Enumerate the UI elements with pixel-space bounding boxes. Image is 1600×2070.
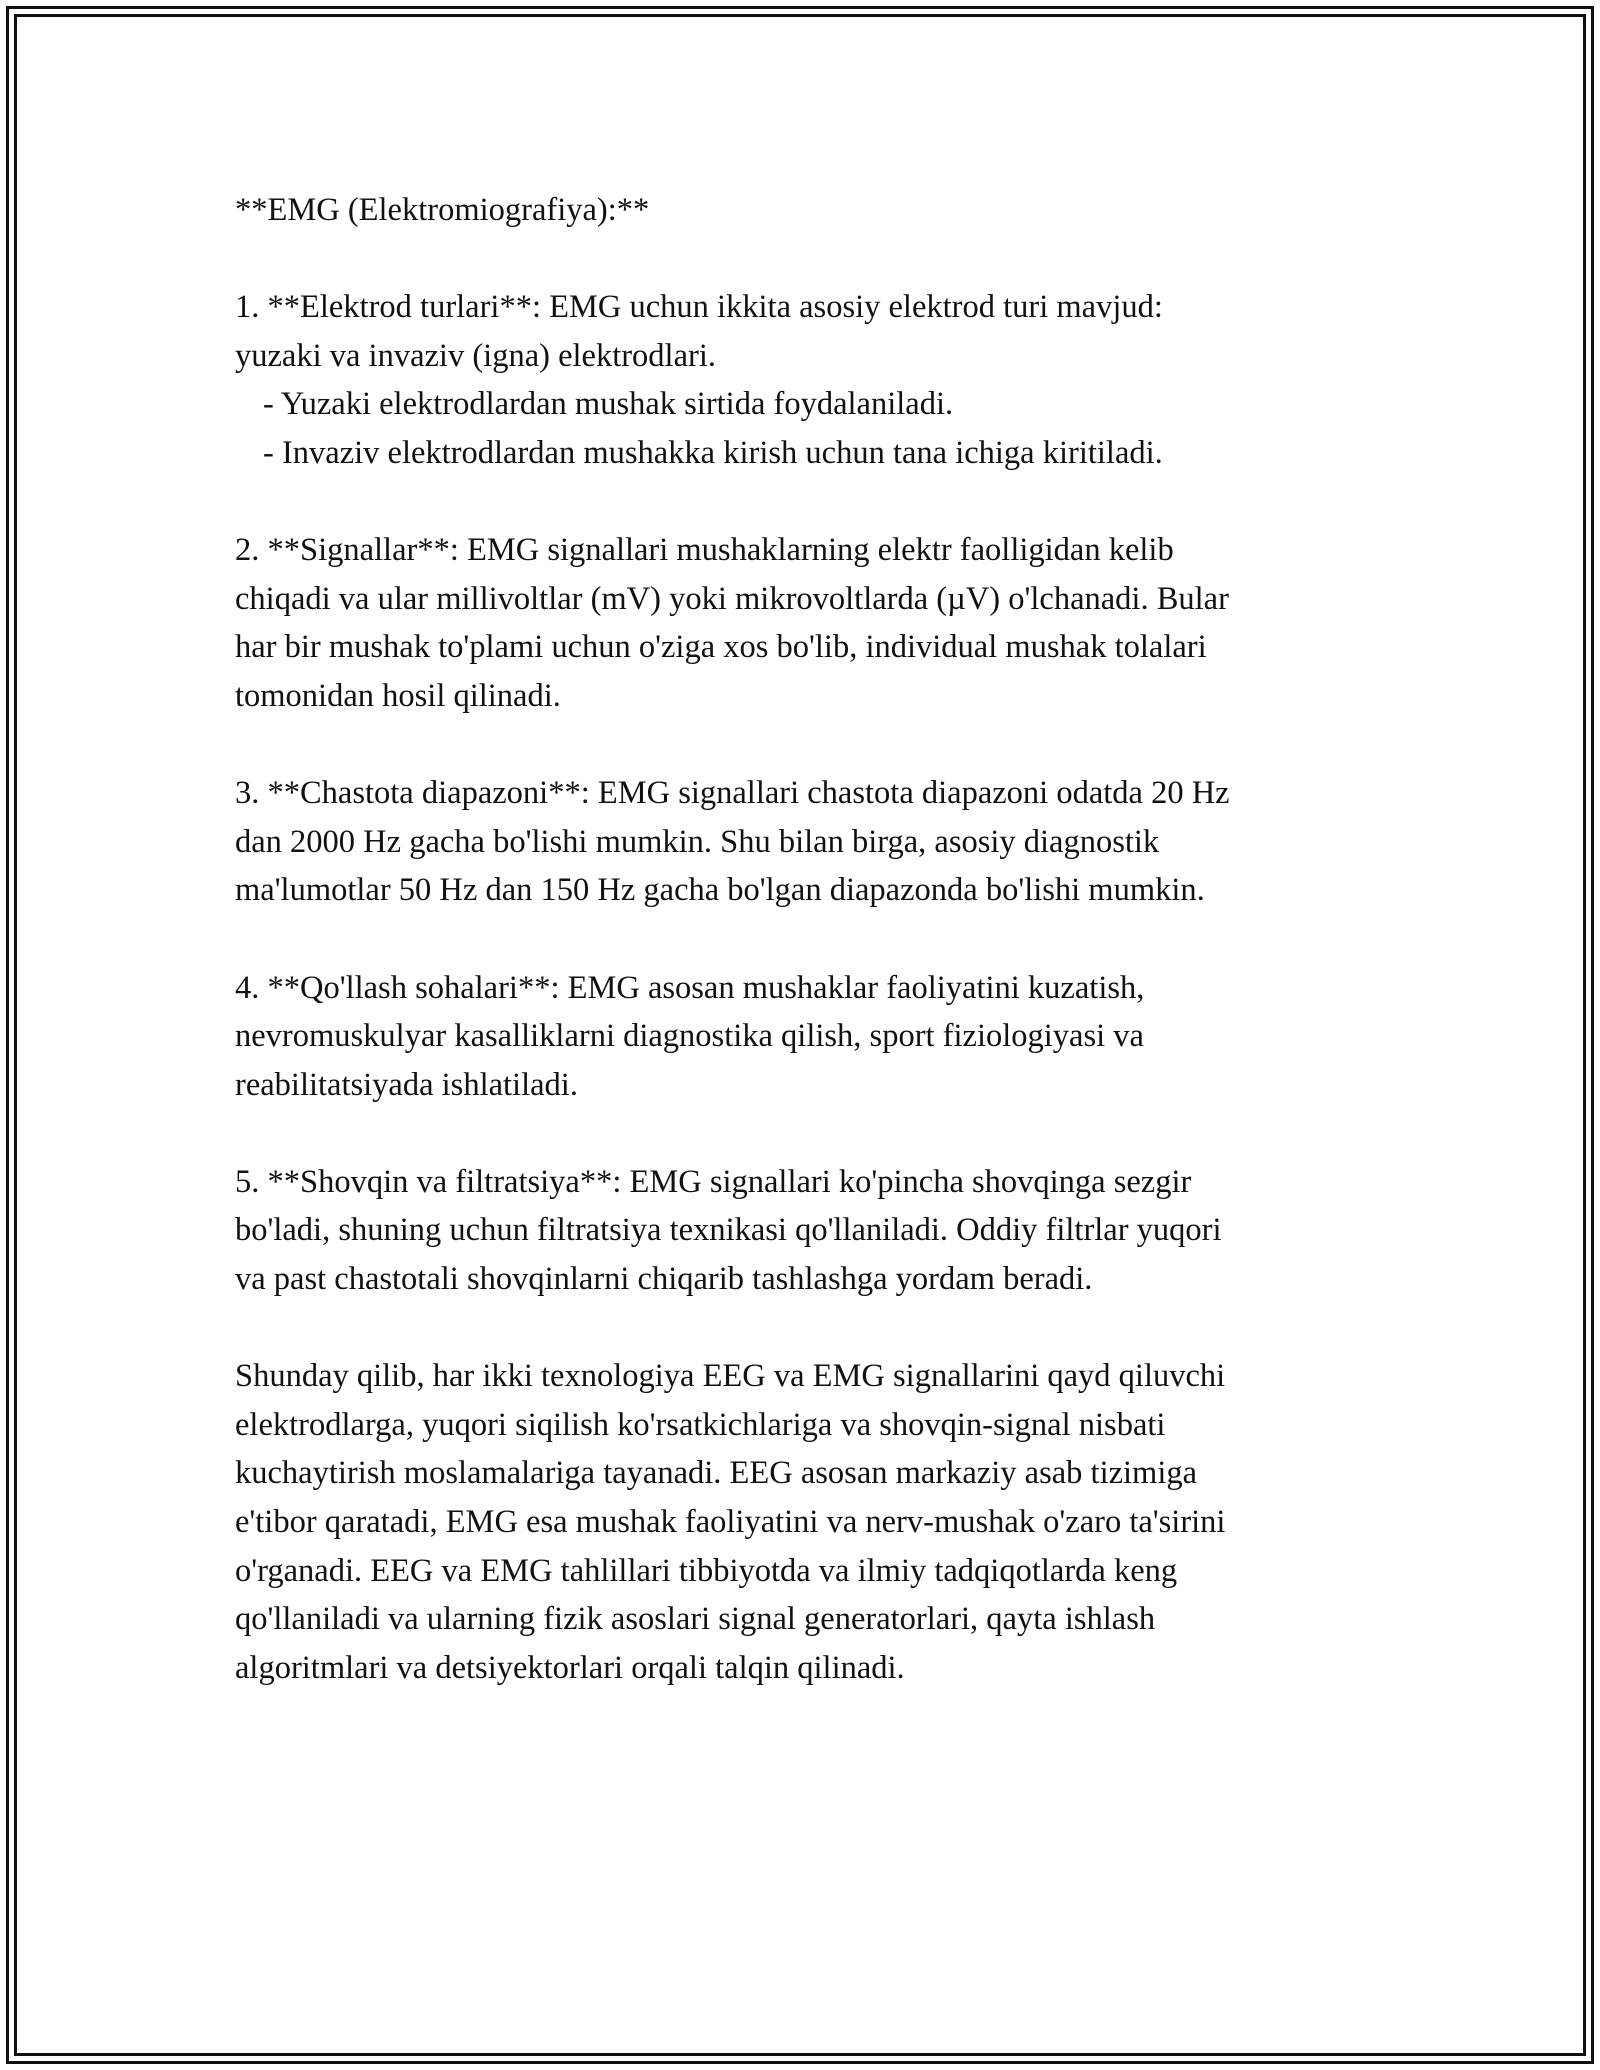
list-item-signals [235, 526, 1375, 720]
list-item-noise-filtering [235, 1158, 1375, 1304]
list-item-electrode-types [235, 283, 1375, 477]
list-item-line: chiqadi va ular millivoltlar (mV) yoki mikrovoltlarda (µV) o'lchanadi. Bular [235, 580, 1229, 617]
list-item-line: reabilitatsiyada ishlatiladi. [235, 1066, 578, 1103]
list-item-line: 3. **Chastota diapazoni**: EMG signallari chastota diapazoni odatda 20 Hz [235, 775, 1230, 812]
paragraph-gap [235, 1109, 1375, 1158]
list-item-line: ma'lumotlar 50 Hz dan 150 Hz gacha bo'lgan diapazonda bo'lishi mumkin. [235, 872, 1205, 909]
summary-line: Shunday qilib, har ikki texnologiya EEG va EMG signallarini qayd qiluvchi [235, 1358, 1226, 1395]
list-item-line: 4. **Qo'llash sohalari**: EMG asosan mushaklar faoliyatini kuzatish, [235, 969, 1145, 1006]
summary-line: kuchaytirish moslamalariga tayanadi. EEG asosan markaziy asab tizimiga [235, 1455, 1198, 1492]
list-item-applications [235, 964, 1375, 1110]
paragraph-gap [235, 721, 1375, 770]
summary-line: algoritmlari va detsiyektorlari orqali talqin qilinadi. [235, 1649, 905, 1686]
list-item-line: 1. **Elektrod turlari**: EMG uchun ikkita asosiy elektrod turi mavjud: [235, 289, 1163, 326]
summary-line: elektrodlarga, yuqori siqilish ko'rsatkichlariga va shovqin-signal nisbati [235, 1406, 1166, 1443]
paragraph-gap [235, 915, 1375, 964]
list-item-frequency-range [235, 769, 1375, 915]
paragraph-gap [235, 235, 1375, 284]
summary-line: o'rganadi. EEG va EMG tahlillari tibbiyotda va ilmiy tadqiqotlarda keng [235, 1552, 1178, 1589]
list-item-line: tomonidan hosil qilinadi. [235, 677, 561, 714]
sub-list-item: - Yuzaki elektrodlardan mushak sirtida foydalaniladi. [263, 386, 954, 423]
sub-list-item: - Invaziv elektrodlardan mushakka kirish uchun tana ichiga kiritiladi. [263, 434, 1163, 471]
list-item-line: dan 2000 Hz gacha bo'lishi mumkin. Shu bilan birga, asosiy diagnostik [235, 823, 1160, 860]
list-item-line: yuzaki va invaziv (igna) elektrodlari. [235, 337, 716, 374]
list-item-line: har bir mushak to'plami uchun o'ziga xos bo'lib, individual mushak tolalari [235, 629, 1207, 666]
list-item-line: nevromuskulyar kasalliklarni diagnostika qilish, sport fiziologiyasi va [235, 1018, 1144, 1055]
list-item-line: va past chastotali shovqinlarni chiqarib tashlashga yordam beradi. [235, 1261, 1093, 1298]
document-heading: **EMG (Elektromiografiya):** [235, 192, 650, 228]
summary-line: qo'llaniladi va ularning fizik asoslari signal generatorlari, qayta ishlash [235, 1601, 1156, 1638]
summary-line: e'tibor qaratadi, EMG esa mushak faoliyatini va nerv-mushak o'zaro ta'sirini [235, 1504, 1226, 1541]
paragraph-gap [235, 1304, 1375, 1353]
paragraph-gap [235, 478, 1375, 527]
list-item-line: 2. **Signallar**: EMG signallari mushaklarning elektr faolligidan kelib [235, 532, 1174, 569]
document-body [235, 186, 1375, 1692]
list-item-line: bo'ladi, shuning uchun filtratsiya texnikasi qo'llaniladi. Oddiy filtrlar yuqori [235, 1212, 1222, 1249]
list-item-line: 5. **Shovqin va filtratsiya**: EMG signallari ko'pincha shovqinga sezgir [235, 1163, 1192, 1200]
summary-paragraph [235, 1352, 1375, 1692]
